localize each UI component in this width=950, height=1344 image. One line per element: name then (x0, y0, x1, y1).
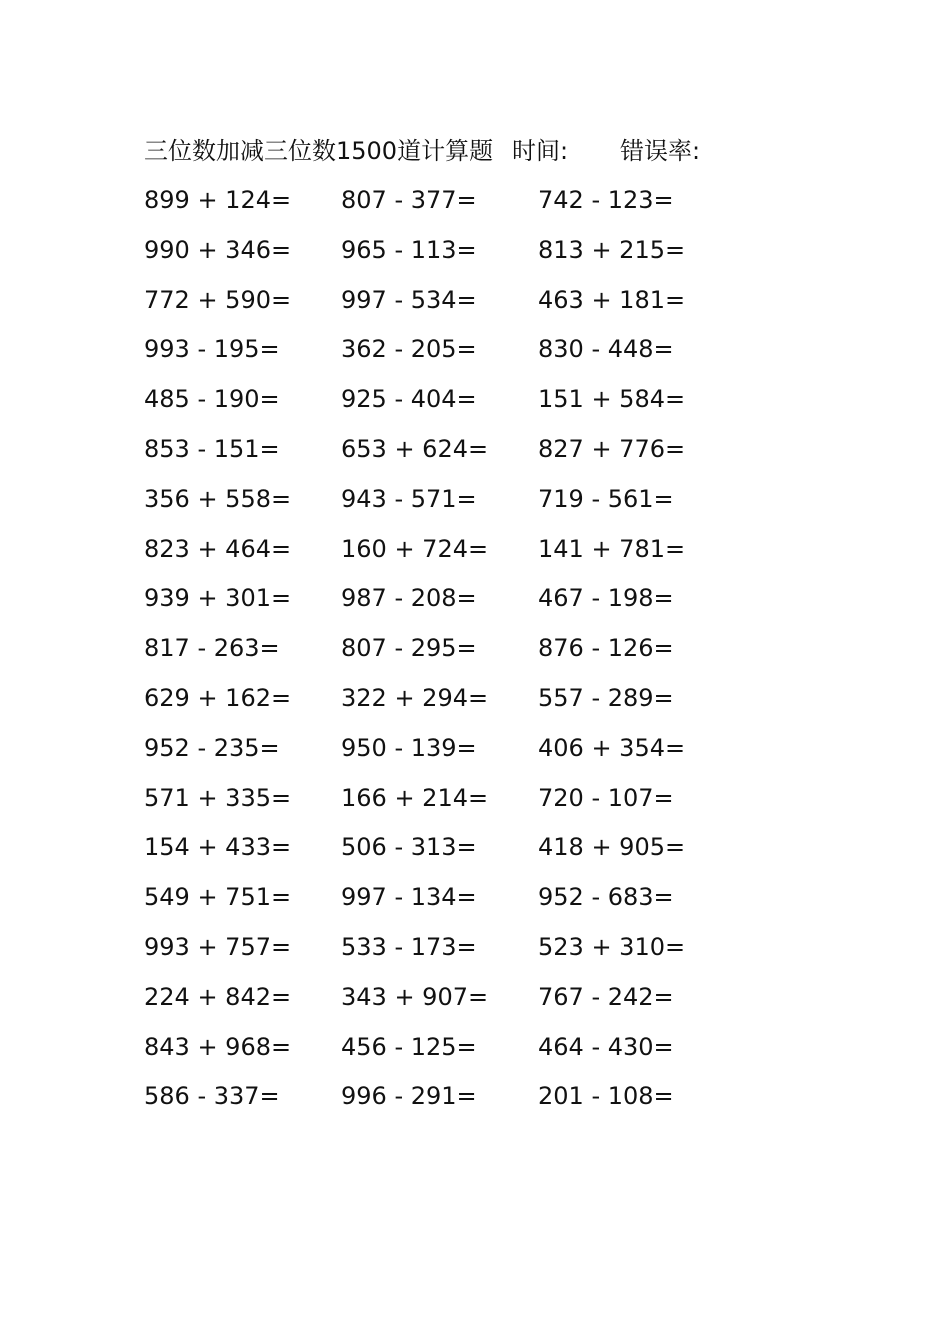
problem-item: 943 - 571= (341, 484, 477, 513)
problem-item: 523 + 310= (538, 932, 686, 961)
problem-item: 853 - 151= (144, 434, 280, 463)
problem-item: 549 + 751= (144, 883, 292, 912)
problem-item: 807 - 377= (341, 186, 477, 214)
problem-item: 224 + 842= (144, 982, 292, 1011)
problem-item: 322 + 294= (341, 683, 489, 712)
problem-item: 993 + 757= (144, 932, 292, 961)
problem-item: 997 - 134= (341, 883, 477, 912)
problem-item: 742 - 123= (538, 186, 674, 214)
problem-item: 996 - 291= (341, 1082, 477, 1111)
problem-item: 160 + 724= (341, 534, 489, 563)
problem-item: 356 + 558= (144, 484, 292, 513)
problem-item: 987 - 208= (341, 584, 477, 613)
problem-item: 939 + 301= (144, 584, 292, 613)
time-label: 时间: (512, 137, 569, 165)
problem-item: 720 - 107= (538, 783, 674, 812)
problem-item: 719 - 561= (538, 484, 674, 513)
problem-item: 807 - 295= (341, 634, 477, 663)
problem-item: 154 + 433= (144, 833, 292, 862)
problem-item: 952 - 235= (144, 733, 280, 762)
problem-item: 997 - 534= (341, 285, 477, 314)
problem-item: 830 - 448= (538, 335, 674, 364)
problem-item: 965 - 113= (341, 235, 477, 264)
error-rate-label: 错误率: (620, 137, 701, 165)
problem-item: 767 - 242= (538, 982, 674, 1011)
problem-item: 586 - 337= (144, 1082, 280, 1111)
problem-item: 362 - 205= (341, 335, 477, 364)
problem-item: 993 - 195= (144, 335, 280, 364)
problem-item: 557 - 289= (538, 683, 674, 712)
problem-item: 827 + 776= (538, 434, 686, 463)
problem-item: 653 + 624= (341, 434, 489, 463)
problem-item: 201 - 108= (538, 1082, 674, 1111)
problem-item: 823 + 464= (144, 534, 292, 563)
problem-item: 464 - 430= (538, 1032, 674, 1061)
problem-item: 843 + 968= (144, 1032, 292, 1061)
problem-item: 950 - 139= (341, 733, 477, 762)
problem-item: 485 - 190= (144, 385, 280, 414)
problem-item: 418 + 905= (538, 833, 686, 862)
problem-item: 151 + 584= (538, 385, 686, 414)
problem-item: 141 + 781= (538, 534, 686, 563)
worksheet-title: 三位数加减三位数1500道计算题 (144, 137, 494, 165)
problem-item: 467 - 198= (538, 584, 674, 613)
problem-item: 772 + 590= (144, 285, 292, 314)
problem-item: 629 + 162= (144, 683, 292, 712)
problem-item: 952 - 683= (538, 883, 674, 912)
problem-item: 463 + 181= (538, 285, 686, 314)
problem-item: 343 + 907= (341, 982, 489, 1011)
problem-item: 533 - 173= (341, 932, 477, 961)
problem-grid (144, 184, 764, 1130)
problem-item: 456 - 125= (341, 1032, 477, 1061)
problem-item: 506 - 313= (341, 833, 477, 862)
problem-item: 571 + 335= (144, 783, 292, 812)
problem-item: 925 - 404= (341, 385, 477, 414)
worksheet-header (144, 134, 700, 168)
problem-item: 166 + 214= (341, 783, 489, 812)
problem-item: 817 - 263= (144, 634, 280, 663)
problem-item: 899 + 124= (144, 186, 292, 214)
problem-item: 813 + 215= (538, 235, 686, 264)
problem-item: 406 + 354= (538, 733, 686, 762)
problem-item: 990 + 346= (144, 235, 292, 264)
problem-item: 876 - 126= (538, 634, 674, 663)
